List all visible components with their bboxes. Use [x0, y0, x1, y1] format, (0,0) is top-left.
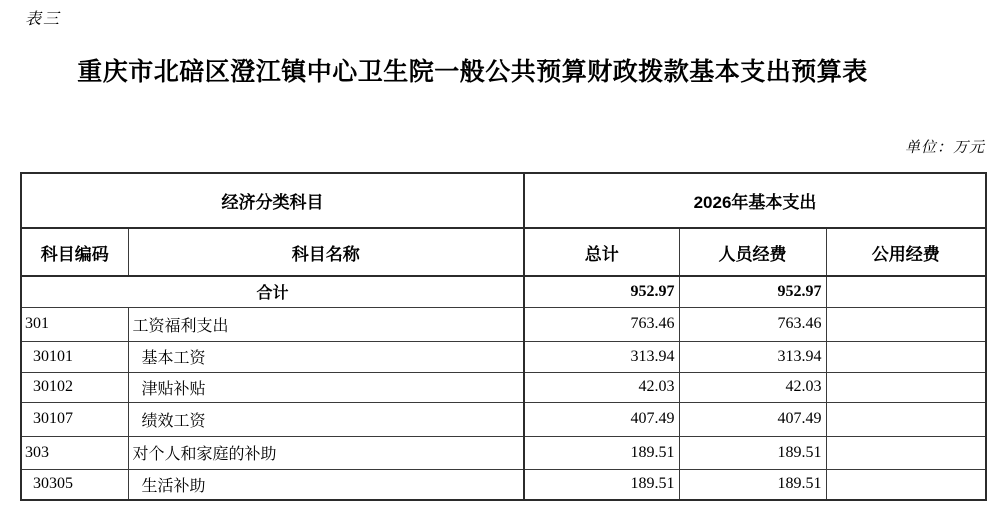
subject-name-cell: 对个人和家庭的补助 [128, 436, 524, 469]
total-row-total-value: 952.97 [524, 276, 679, 307]
subject-code-cell: 30305 [21, 469, 128, 500]
public-value-cell [826, 307, 986, 341]
table-number-tag: 表三 [25, 11, 62, 28]
subject-name-cell: 基本工资 [128, 341, 524, 372]
subject-name-cell: 津贴补贴 [128, 372, 524, 402]
header-personnel-funds: 人员经费 [679, 228, 826, 276]
header-total: 总计 [524, 228, 679, 276]
header-economic-classification: 经济分类科目 [21, 173, 524, 228]
unit-label: 单位：万元 [904, 140, 985, 156]
total-value-cell: 407.49 [524, 402, 679, 436]
total-value-cell: 763.46 [524, 307, 679, 341]
personnel-value-cell: 42.03 [679, 372, 826, 402]
total-value-cell: 313.94 [524, 341, 679, 372]
table-row [21, 341, 986, 372]
table-row [21, 372, 986, 402]
personnel-value-cell: 189.51 [679, 469, 826, 500]
table-row-total [21, 276, 986, 307]
subject-code-cell: 303 [21, 436, 128, 469]
table-header-group-row [21, 173, 986, 228]
public-value-cell [826, 341, 986, 372]
table-header-row [21, 228, 986, 276]
header-subject-code: 科目编码 [21, 228, 128, 276]
total-row-public-value [826, 276, 986, 307]
subject-code-cell: 30107 [21, 402, 128, 436]
total-value-cell: 42.03 [524, 372, 679, 402]
personnel-value-cell: 407.49 [679, 402, 826, 436]
header-year-basic-expenditure: 2026年基本支出 [524, 173, 986, 228]
table-row [21, 469, 986, 500]
table-row [21, 307, 986, 341]
total-row-personnel-value: 952.97 [679, 276, 826, 307]
subject-code-cell: 30101 [21, 341, 128, 372]
subject-name-cell: 工资福利支出 [128, 307, 524, 341]
header-public-funds: 公用经费 [826, 228, 986, 276]
header-subject-name: 科目名称 [128, 228, 524, 276]
subject-name-cell: 绩效工资 [128, 402, 524, 436]
personnel-value-cell: 763.46 [679, 307, 826, 341]
total-row-label: 合计 [21, 276, 524, 307]
subject-name-cell: 生活补助 [128, 469, 524, 500]
personnel-value-cell: 313.94 [679, 341, 826, 372]
table-row [21, 402, 986, 436]
page-title: 重庆市北碚区澄江镇中心卫生院一般公共预算财政拨款基本支出预算表 [77, 59, 868, 86]
personnel-value-cell: 189.51 [679, 436, 826, 469]
subject-code-cell: 30102 [21, 372, 128, 402]
public-value-cell [826, 372, 986, 402]
public-value-cell [826, 469, 986, 500]
total-value-cell: 189.51 [524, 469, 679, 500]
budget-table [20, 172, 987, 501]
total-value-cell: 189.51 [524, 436, 679, 469]
subject-code-cell: 301 [21, 307, 128, 341]
public-value-cell [826, 402, 986, 436]
public-value-cell [826, 436, 986, 469]
table-row [21, 436, 986, 469]
